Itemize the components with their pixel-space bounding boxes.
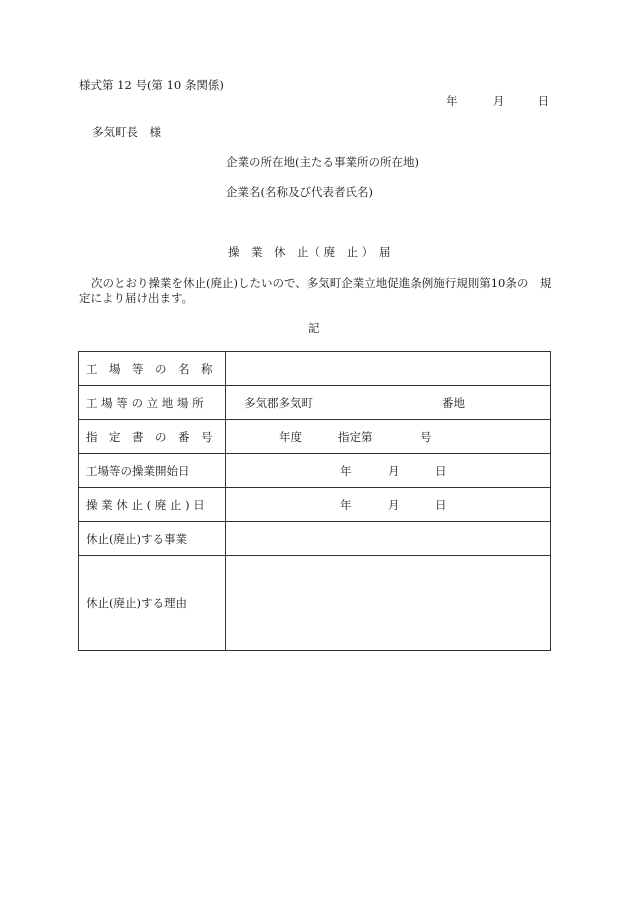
row-label-cert-number: 指 定 書 の 番 号 xyxy=(79,420,226,454)
table-row xyxy=(79,454,551,488)
table-row xyxy=(79,386,551,420)
location-prefix: 多気郡多気町 xyxy=(244,395,313,410)
row-label-facility-name: 工 場 等 の 名 称 xyxy=(79,352,226,386)
notification-form-table xyxy=(78,351,551,651)
suspension-month: 月 xyxy=(388,497,400,512)
date-month: 月 xyxy=(492,94,505,108)
field-reason[interactable] xyxy=(226,556,551,651)
row-label-reason: 休止(廃止)する理由 xyxy=(79,556,226,651)
suspension-year: 年 xyxy=(340,497,352,512)
field-start-date[interactable] xyxy=(226,454,551,488)
field-cert-number[interactable] xyxy=(226,420,551,454)
row-label-start-date: 工場等の操業開始日 xyxy=(79,454,226,488)
field-suspension-date[interactable] xyxy=(226,488,551,522)
field-location[interactable] xyxy=(226,386,551,420)
company-name-label: 企業名(名称及び代表者氏名) xyxy=(226,185,373,199)
submission-date xyxy=(446,96,549,108)
body-text: 次のとおり操業を休止(廃止)したいので、多気町企業立地促進条例施行規則第10条の 規定により届け出ます。 xyxy=(79,276,552,305)
cert-prefix: 指定第 xyxy=(338,429,373,444)
row-label-suspension-date: 操 業 休 止 ( 廃 止 ) 日 xyxy=(79,488,226,522)
table-row xyxy=(79,522,551,556)
row-label-location: 工 場 等 の 立 地 場 所 xyxy=(79,386,226,420)
date-year: 年 xyxy=(446,94,458,108)
start-day: 日 xyxy=(435,463,447,478)
cert-year: 年度 xyxy=(279,429,302,444)
cert-suffix: 号 xyxy=(420,429,432,444)
company-address-label: 企業の所在地(主たる事業所の所在地) xyxy=(226,155,419,169)
location-suffix: 番地 xyxy=(442,395,465,410)
table-row xyxy=(79,420,551,454)
table-row xyxy=(79,556,551,651)
field-business[interactable] xyxy=(226,522,551,556)
table-row xyxy=(79,352,551,386)
form-number: 様式第 12 号(第 10 条関係) xyxy=(79,78,224,92)
row-label-business: 休止(廃止)する事業 xyxy=(79,522,226,556)
addressee: 多気町長 様 xyxy=(92,125,161,139)
date-day: 日 xyxy=(537,94,550,108)
field-facility-name[interactable] xyxy=(226,352,551,386)
suspension-day: 日 xyxy=(435,497,447,512)
table-row xyxy=(79,488,551,522)
start-year: 年 xyxy=(340,463,352,478)
document-title: 操 業 休 止（ 廃 止 ） 届 xyxy=(228,245,391,259)
start-month: 月 xyxy=(388,463,400,478)
ki-marker: 記 xyxy=(308,321,320,335)
